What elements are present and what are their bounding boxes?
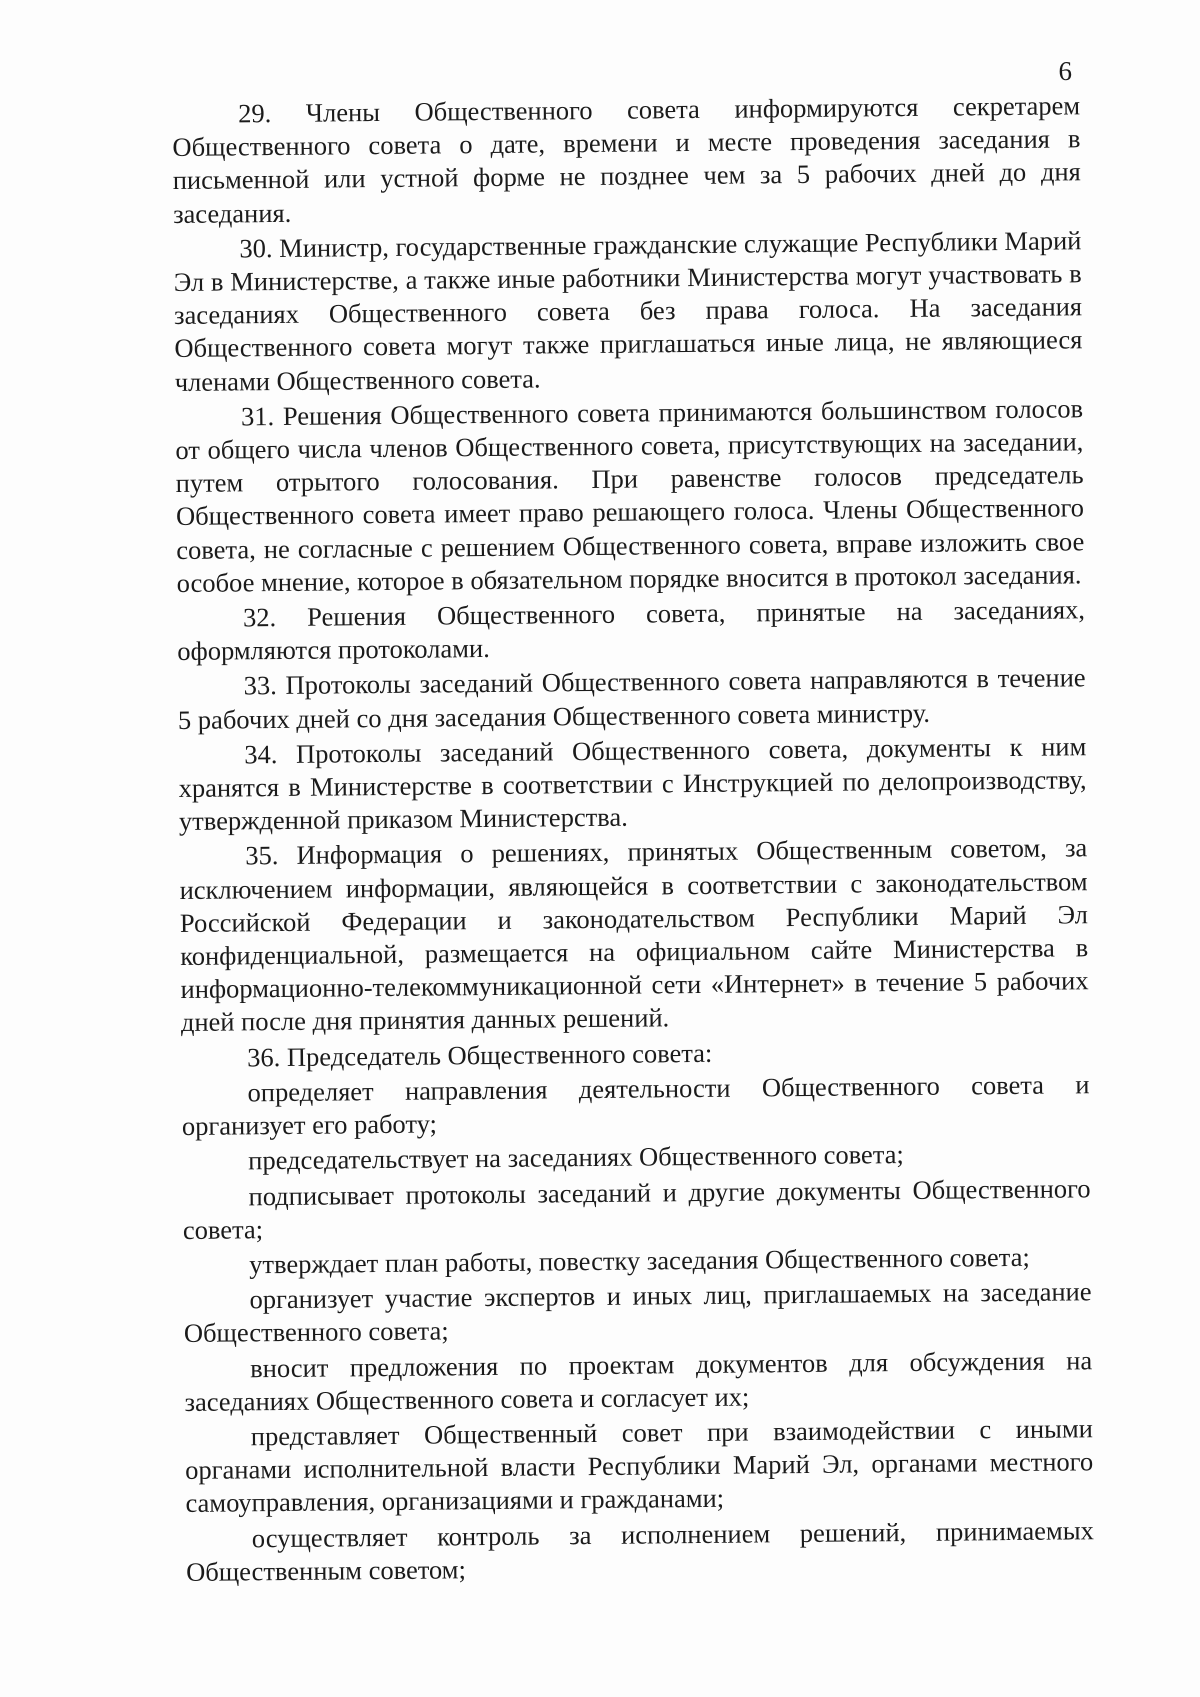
paragraph-34: 34. Протоколы заседаний Общественного совета, документы к ним хранятся в Министерстве в соответствии с Инструкцией по делопроизводству, утвержденной приказом Министерства.: [178, 731, 1087, 837]
document-body: [172, 89, 1094, 1591]
paragraph-32: 32. Решения Общественного совета, принятые на заседаниях, оформляются протоколами.: [177, 594, 1086, 667]
page-number: 6: [1058, 56, 1072, 86]
list-item-duty-8: осуществляет контроль за исполнением решений, принимаемых Общественным советом;: [186, 1514, 1094, 1587]
paragraph-33: 33. Протоколы заседаний Общественного совета направляются в течение 5 рабочих дней со дня заседания Общественного совета министру.: [177, 662, 1086, 735]
paragraph-30: 30. Министр, государственные гражданские служащие Республики Марий Эл в Министерстве, а также иные работники Министерства могут участвовать в заседаниях Общественного совета без права голоса. На заседания Общественного совета могут также приглашаться иные лица, не являющиеся членами Общественного совета.: [173, 225, 1083, 397]
list-item-duty-4: утверждает план работы, повестку заседания Общественного совета;: [249, 1241, 1030, 1280]
list-item-duty-6: вносит предложения по проектам документов для обсуждения на заседаниях Общественного совета и согласует их;: [184, 1344, 1093, 1417]
list-item-duty-2: председательствует на заседаниях Общественного совета;: [248, 1139, 904, 1176]
paragraph-29: 29. Члены Общественного совета информируются секретарем Общественного совета о дате, времени и месте проведения заседания в письменной или устной форме не позднее чем за 5 рабочих дней до дня заседания.: [172, 90, 1081, 229]
list-item-duty-5: организует участие экспертов и иных лиц, приглашаемых на заседание Общественного совета;: [183, 1276, 1092, 1349]
paragraph-31: 31. Решения Общественного совета принимаются большинством голосов от общего числа членов Общественного совета, присутствующих на заседании, путем отрытого голосования. При равенстве голосов председатель Общественного совета имеет право решающего голоса. Члены Общественного совета, не согласные с решением Общественного совета, вправе изложить свое особое мнение, которое в обязательном порядке вносится в протокол заседания.: [175, 393, 1085, 598]
list-item-duty-1: определяет направления деятельности Общественного совета и организует его работу;: [181, 1069, 1090, 1142]
list-item-duty-3: подписывает протоколы заседаний и другие документы Общественного совета;: [182, 1172, 1091, 1245]
list-item-duty-7: представляет Общественный совет при взаимодействии с иными органами исполнительной власти Республики Марий Эл, органами местного самоуправления, организациями и гражданами;: [185, 1413, 1094, 1519]
paragraph-36: 36. Председатель Общественного совета:: [247, 1037, 713, 1073]
paragraph-35: 35. Информация о решениях, принятых Общественным советом, за исключением информации, являющейся в соответствии с законодательством Российской Федерации и законодательством Республики Марий Эл конфиденциальной, размещается на официальном сайте Министерства в информационно-телекоммуникационной сети «Интернет» в течение 5 рабочих дней после дня принятия данных решений.: [179, 832, 1089, 1038]
